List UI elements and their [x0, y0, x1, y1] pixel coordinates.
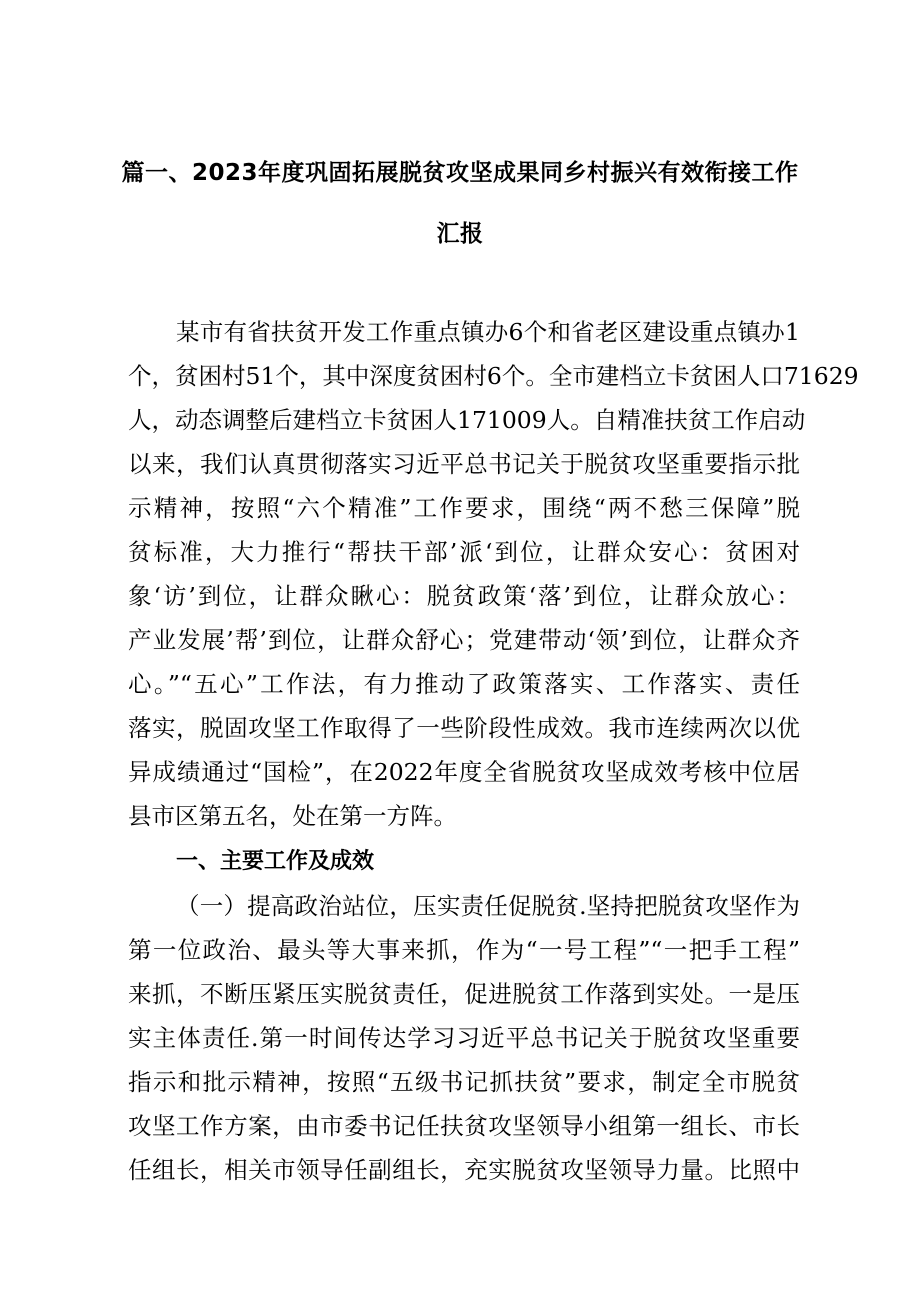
paragraph-1-line: 个，贫困村51个，其中深度贫困村6个。全市建档立卡贫困人口71629	[128, 362, 859, 390]
paragraph-2-line: 实主体责任.第一时间传达学习习近平总书记关于脱贫攻坚重要	[128, 1024, 800, 1052]
paragraph-1-line: 落实，脱固攻坚工作取得了一些阶段性成效。我市连续两次以优	[128, 714, 800, 742]
section-heading: 一、主要工作及成效	[176, 849, 375, 874]
paragraph-2-line: 任组长，相关市领导任副组长，充实脱贫攻坚领导力量。比照中	[128, 1156, 800, 1184]
document-title-line-1: 篇一、2023年度巩固拓展脱贫攻坚成果同乡村振兴有效衔接工作	[121, 160, 799, 186]
paragraph-1-line: 示精神，按照“六个精准”工作要求，围绕“两不愁三保障”脱	[128, 494, 800, 522]
paragraph-1-line: 某市有省扶贫开发工作重点镇办6个和省老区建设重点镇办1	[176, 318, 800, 346]
paragraph-1-line: 象‘访’到位，让群众瞅心：脱贫政策‘落’到位，让群众放心：	[128, 582, 800, 610]
paragraph-1-line: 以来，我们认真贯彻落实习近平总书记关于脱贫攻坚重要指示批	[128, 450, 800, 478]
paragraph-2-line: （一）提高政治站位，压实责任促脱贫.坚持把脱贫攻坚作为	[176, 892, 800, 920]
paragraph-2-line: 第一位政治、最头等大事来抓，作为“一号工程”“一把手工程”	[128, 936, 800, 964]
paragraph-1-line: 贫标准，大力推行“帮扶干部’派‘到位，让群众安心：贫困对	[128, 538, 800, 566]
paragraph-1-line: 产业发展’帮’到位，让群众舒心；党建带动‘领’到位，让群众齐	[128, 626, 800, 654]
paragraph-1-line: 异成绩通过“国检”，在2022年度全省脱贫攻坚成效考核中位居	[128, 758, 800, 786]
paragraph-1-line: 县市区第五名，处在第一方阵。	[128, 802, 457, 830]
paragraph-1-line: 心。”“五心”工作法，有力推动了政策落实、工作落实、责任	[128, 670, 800, 698]
paragraph-2-line: 攻坚工作方案，由市委书记任扶贫攻坚领导小组第一组长、市长	[128, 1112, 800, 1140]
paragraph-2-line: 指示和批示精神，按照“五级书记抓扶贫”要求，制定全市脱贫	[128, 1068, 800, 1096]
paragraph-1-line: 人，动态调整后建档立卡贫困人171009人。自精准扶贫工作启动	[128, 406, 806, 434]
document-title-line-2: 汇报	[436, 221, 484, 247]
paragraph-2-line: 来抓，不断压紧压实脱贫责任，促进脱贫工作落到实处。一是压	[128, 980, 800, 1008]
